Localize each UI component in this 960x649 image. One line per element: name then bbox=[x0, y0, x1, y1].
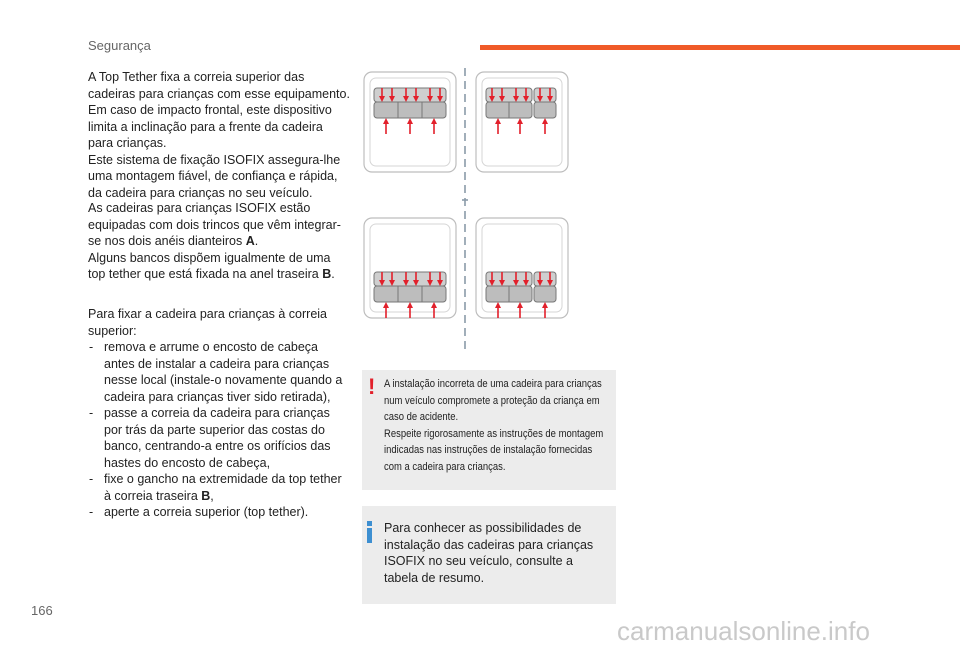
intro-paragraph-1: A Top Tether fixa a correia superior das cadeiras para crianças com esse equipamento. Em caso de impacto frontal, este dispositivo limita a inclinação para a frente da cadeira para crianças. bbox=[88, 70, 350, 150]
diagram-row2-bench bbox=[364, 218, 456, 318]
isofix-line2-end: . bbox=[331, 267, 335, 281]
procedure-step-3-text: fixe o gancho na extremidade da top tether à correia traseira bbox=[104, 472, 342, 503]
isofix-seat-diagram bbox=[360, 64, 576, 354]
warning-text-1: A instalação incorreta de uma cadeira para crianças num veículo compromete a proteção da criança em caso de acidente. bbox=[384, 378, 602, 423]
isofix-line1: As cadeiras para crianças ISOFIX estão equipadas com dois trincos que vêm integrar-se nos dois anéis dianteiros bbox=[88, 201, 341, 248]
warning-text-2: Respeite rigorosamente as instruções de montagem indicadas nas instruções de instalação fornecidas com a cadeira para crianças. bbox=[384, 427, 604, 473]
diagram-row3-split bbox=[476, 72, 568, 172]
procedure-step: - passe a correia da cadeira para crianças por trás da parte superior das costas do banco, centrando-a entre os orifícios das hastes do encosto de cabeça, bbox=[88, 405, 350, 471]
header-accent-bar bbox=[480, 45, 960, 50]
procedure-step bbox=[88, 471, 350, 504]
exclamation-icon: ! bbox=[368, 374, 376, 399]
procedure-text bbox=[88, 306, 350, 521]
procedure-step: - remova e arrume o encosto de cabeça antes de instalar a cadeira para crianças nesse local (instale-o novamente quando a cadeira para crianças tiver sido retirada), bbox=[88, 339, 350, 405]
watermark: carmanualsonline.info bbox=[617, 616, 870, 646]
isofix-line2: Alguns bancos dispõem igualmente de uma top tether que está fixada na anel traseira bbox=[88, 250, 331, 281]
info-text: Para conhecer as possibilidades de instalação das cadeiras para crianças ISOFIX no seu veículo, consulte a tabela de resumo. bbox=[384, 521, 594, 585]
isofix-paragraph-2 bbox=[88, 250, 350, 283]
intro-text bbox=[88, 69, 350, 201]
label-a: A bbox=[245, 234, 255, 248]
procedure-intro: Para fixar a cadeira para crianças à correia superior: bbox=[88, 307, 328, 338]
procedure-step-3-end: , bbox=[210, 488, 214, 503]
isofix-paragraph-1 bbox=[88, 200, 350, 250]
isofix-line1-end: . bbox=[254, 234, 259, 248]
warning-text bbox=[384, 376, 609, 475]
diagram-row2-split bbox=[476, 218, 568, 318]
page-number: 166 bbox=[31, 603, 53, 618]
diagram-row3-bench bbox=[364, 72, 456, 172]
isofix-text bbox=[88, 200, 350, 283]
procedure-step: - aperte a correia superior (top tether). bbox=[88, 504, 350, 521]
label-b-step: B bbox=[201, 488, 211, 503]
info-icon bbox=[367, 521, 372, 541]
procedure-steps bbox=[88, 339, 350, 521]
label-b: B bbox=[322, 267, 332, 281]
section-title: Segurança bbox=[88, 38, 151, 53]
intro-paragraph-2: Este sistema de fixação ISOFIX assegura-lhe uma montagem fiável, de confiança e rápida, da cadeira para crianças no seu veículo. bbox=[88, 152, 341, 200]
